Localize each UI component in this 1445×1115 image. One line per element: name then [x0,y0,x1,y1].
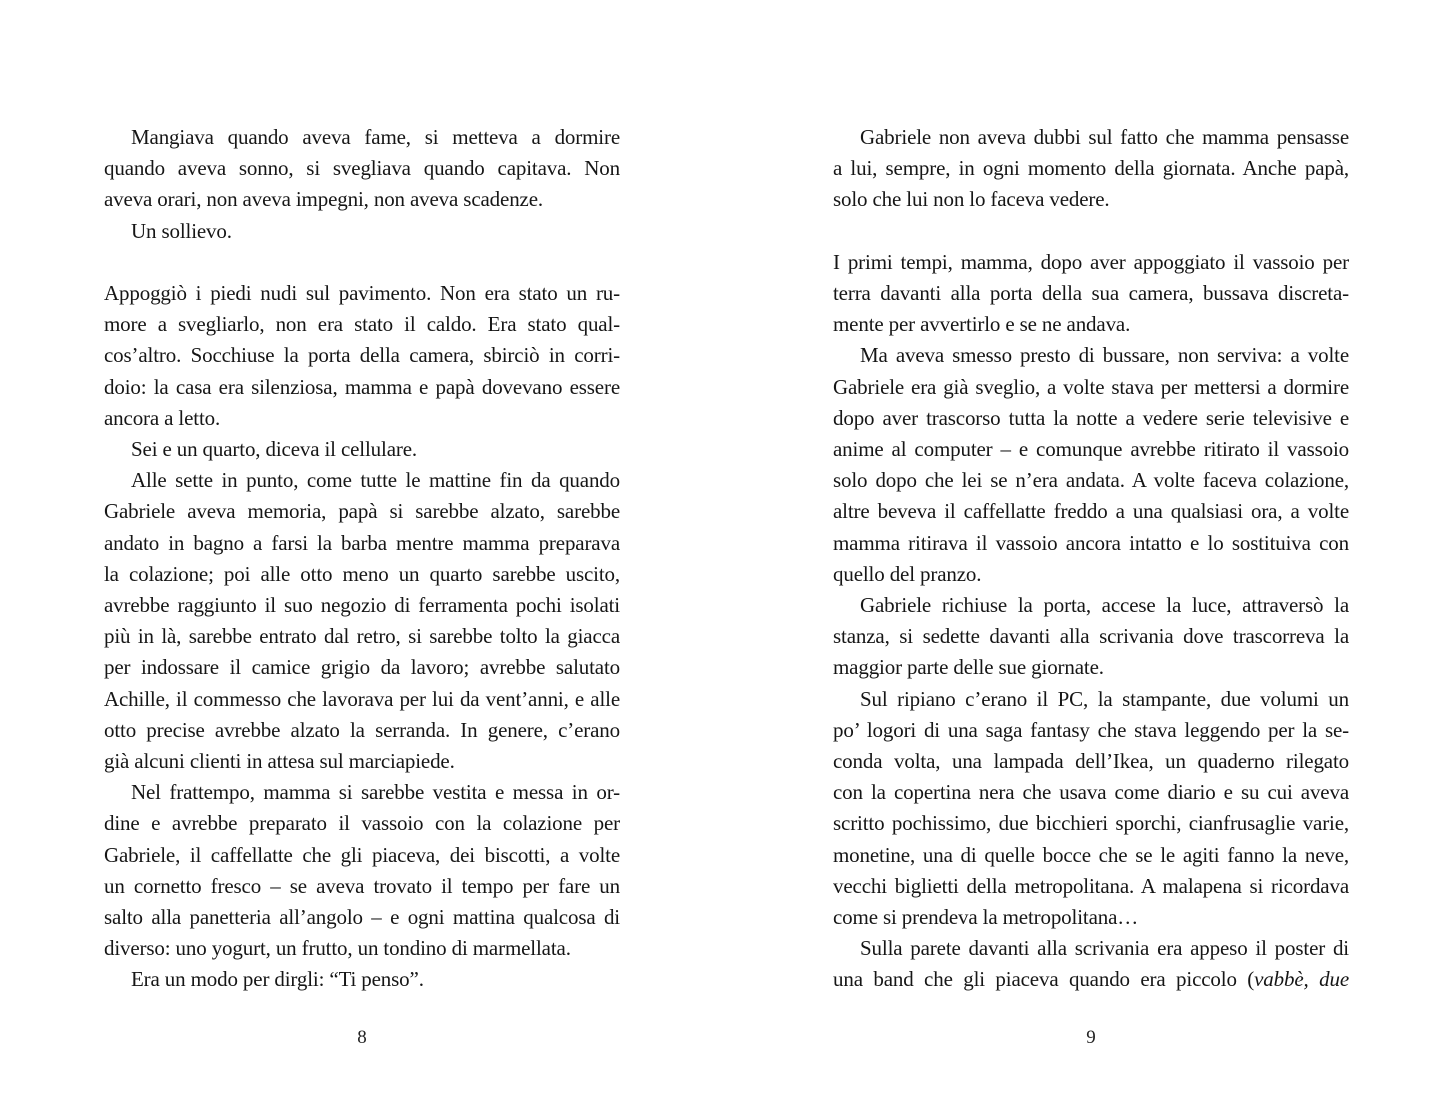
paragraph [833,122,1349,216]
text-line: doio: la casa era silenziosa, mamma e papà dovevano essere [104,374,620,399]
text-line: maggior parte delle sue giornate. [833,655,1104,680]
text-line: a lui, sempre, in ogni momento della giornata. Anche papà, [833,156,1349,181]
text-line: per indossare il camice grigio da lavoro; avrebbe salutato [104,655,620,680]
text-line: andato in bagno a farsi la barba mentre mamma preparava [104,530,620,555]
text-line: ancora a letto. [104,405,221,430]
text-line: altre beveva il caffellatte freddo a una qualsiasi ora, a volte [833,499,1349,524]
text-line [833,964,1349,995]
paragraph [833,590,1349,684]
text-line: Sulla parete davanti alla scrivania era appeso il poster di [860,936,1349,961]
page-left [104,122,620,996]
text-line: solo che lui non lo faceva vedere. [833,187,1110,212]
paragraph [104,278,620,434]
text-line: Gabriele aveva memoria, papà si sarebbe alzato, sarebbe [104,499,620,524]
text-line: Sei e un quarto, diceva il cellulare. [131,437,417,462]
text-line: cos’altro. Socchiuse la porta della camera, sbirciò in corri- [104,343,620,368]
italic-text: vabbè, due [1254,967,1349,992]
text-line: diverso: uno yogurt, un frutto, un tondino di marmellata. [104,936,571,961]
text-line: Ma aveva smesso presto di bussare, non serviva: a volte [860,343,1349,368]
paragraph [104,777,620,964]
text-line: Sul ripiano c’erano il PC, la stampante, due volumi un [860,686,1349,711]
text-line: scritto pochissimo, due bicchieri sporchi, cianfrusaglie varie, [833,811,1349,836]
text-segment: una band che gli piaceva quando era piccolo ( [833,967,1255,992]
text-line: terra davanti alla porta della sua camera, bussava discreta- [833,281,1349,305]
text-line: dopo aver trascorso tutta la notte a vedere serie televisive e [833,405,1349,430]
text-line: avrebbe raggiunto il suo negozio di ferramenta pochi isolati [104,593,620,618]
paragraph [833,340,1349,590]
page-right [833,122,1349,996]
text-line: monetine, una di quelle bocce che se le agiti fanno la neve, [833,842,1349,867]
paragraph [833,933,1349,995]
text-line: con la copertina nera che usava come diario e su cui aveva [833,780,1349,805]
text-line: I primi tempi, mamma, dopo aver appoggiato il vassoio per [833,249,1349,274]
text-line: come si prendeva la metropolitana… [833,905,1139,930]
text-line: anime al computer – e comunque avrebbe ritirato il vassoio [833,437,1349,462]
paragraph [104,216,620,247]
text-line: solo dopo che lei se n’era andata. A volte faceva colazione, [833,468,1349,493]
text-line: dine e avrebbe preparato il vassoio con la colazione per [104,811,620,836]
text-line: Era un modo per dirgli: “Ti penso”. [131,967,424,992]
text-line: più in là, sarebbe entrato dal retro, si sarebbe tolto la giacca [104,624,620,649]
text-line: Achille, il commesso che lavorava per lui da vent’anni, e alle [104,686,620,711]
paragraph [104,964,620,995]
text-line: Gabriele richiuse la porta, accese la luce, attraversò la [860,593,1349,618]
text-line: Gabriele non aveva dubbi sul fatto che mamma pensasse [860,125,1349,149]
page-number-left: 8 [357,1027,367,1048]
text-line: Appoggiò i piedi nudi sul pavimento. Non era stato un ru- [104,281,620,305]
text-line: aveva orari, non aveva impegni, non aveva scadenze. [104,187,543,212]
text-line: Mangiava quando aveva fame, si metteva a dormire [131,125,620,149]
paragraph [833,684,1349,934]
text-line: Gabriele, il caffellatte che gli piaceva, dei biscotti, a volte [104,842,620,867]
text-line: vecchi biglietti della metropolitana. A malapena si ricordava [833,873,1349,898]
text-line: conda volta, una lampada dell’Ikea, un quaderno rilegato [833,749,1349,774]
text-line: quello del pranzo. [833,561,982,586]
text-line: otto precise avrebbe alzato la serranda. In genere, c’erano [104,717,620,742]
text-line: quando aveva sonno, si svegliava quando capitava. Non [104,156,620,181]
paragraph [833,247,1349,341]
text-line: po’ logori di una saga fantasy che stava leggendo per la se- [833,717,1349,742]
text-line: salto alla panetteria all’angolo – e ogni mattina qualcosa di [104,905,620,930]
paragraph [104,465,620,777]
paragraph [104,434,620,465]
text-line: more a svegliarlo, non era stato il caldo. Era stato qual- [104,312,620,337]
text-line: mamma ritirava il vassoio ancora intatto e lo sostituiva con [833,530,1349,555]
page-number-right: 9 [1086,1027,1096,1048]
text-line: Alle sette in punto, come tutte le mattine fin da quando [131,468,620,493]
text-line: già alcuni clienti in attesa sul marciapiede. [104,749,455,774]
text-line: la colazione; poi alle otto meno un quarto sarebbe uscito, [104,561,620,586]
paragraph [104,122,620,216]
text-line: stanza, si sedette davanti alla scrivania dove trascorreva la [833,624,1349,649]
text-line: Gabriele era già sveglio, a volte stava per mettersi a dormire [833,374,1349,399]
text-line: Un sollievo. [131,218,232,243]
text-line: Nel frattempo, mamma si sarebbe vestita e messa in or- [131,780,620,805]
text-line: mente per avvertirlo e se ne andava. [833,312,1131,337]
text-line: un cornetto fresco – se aveva trovato il tempo per fare un [104,873,620,898]
